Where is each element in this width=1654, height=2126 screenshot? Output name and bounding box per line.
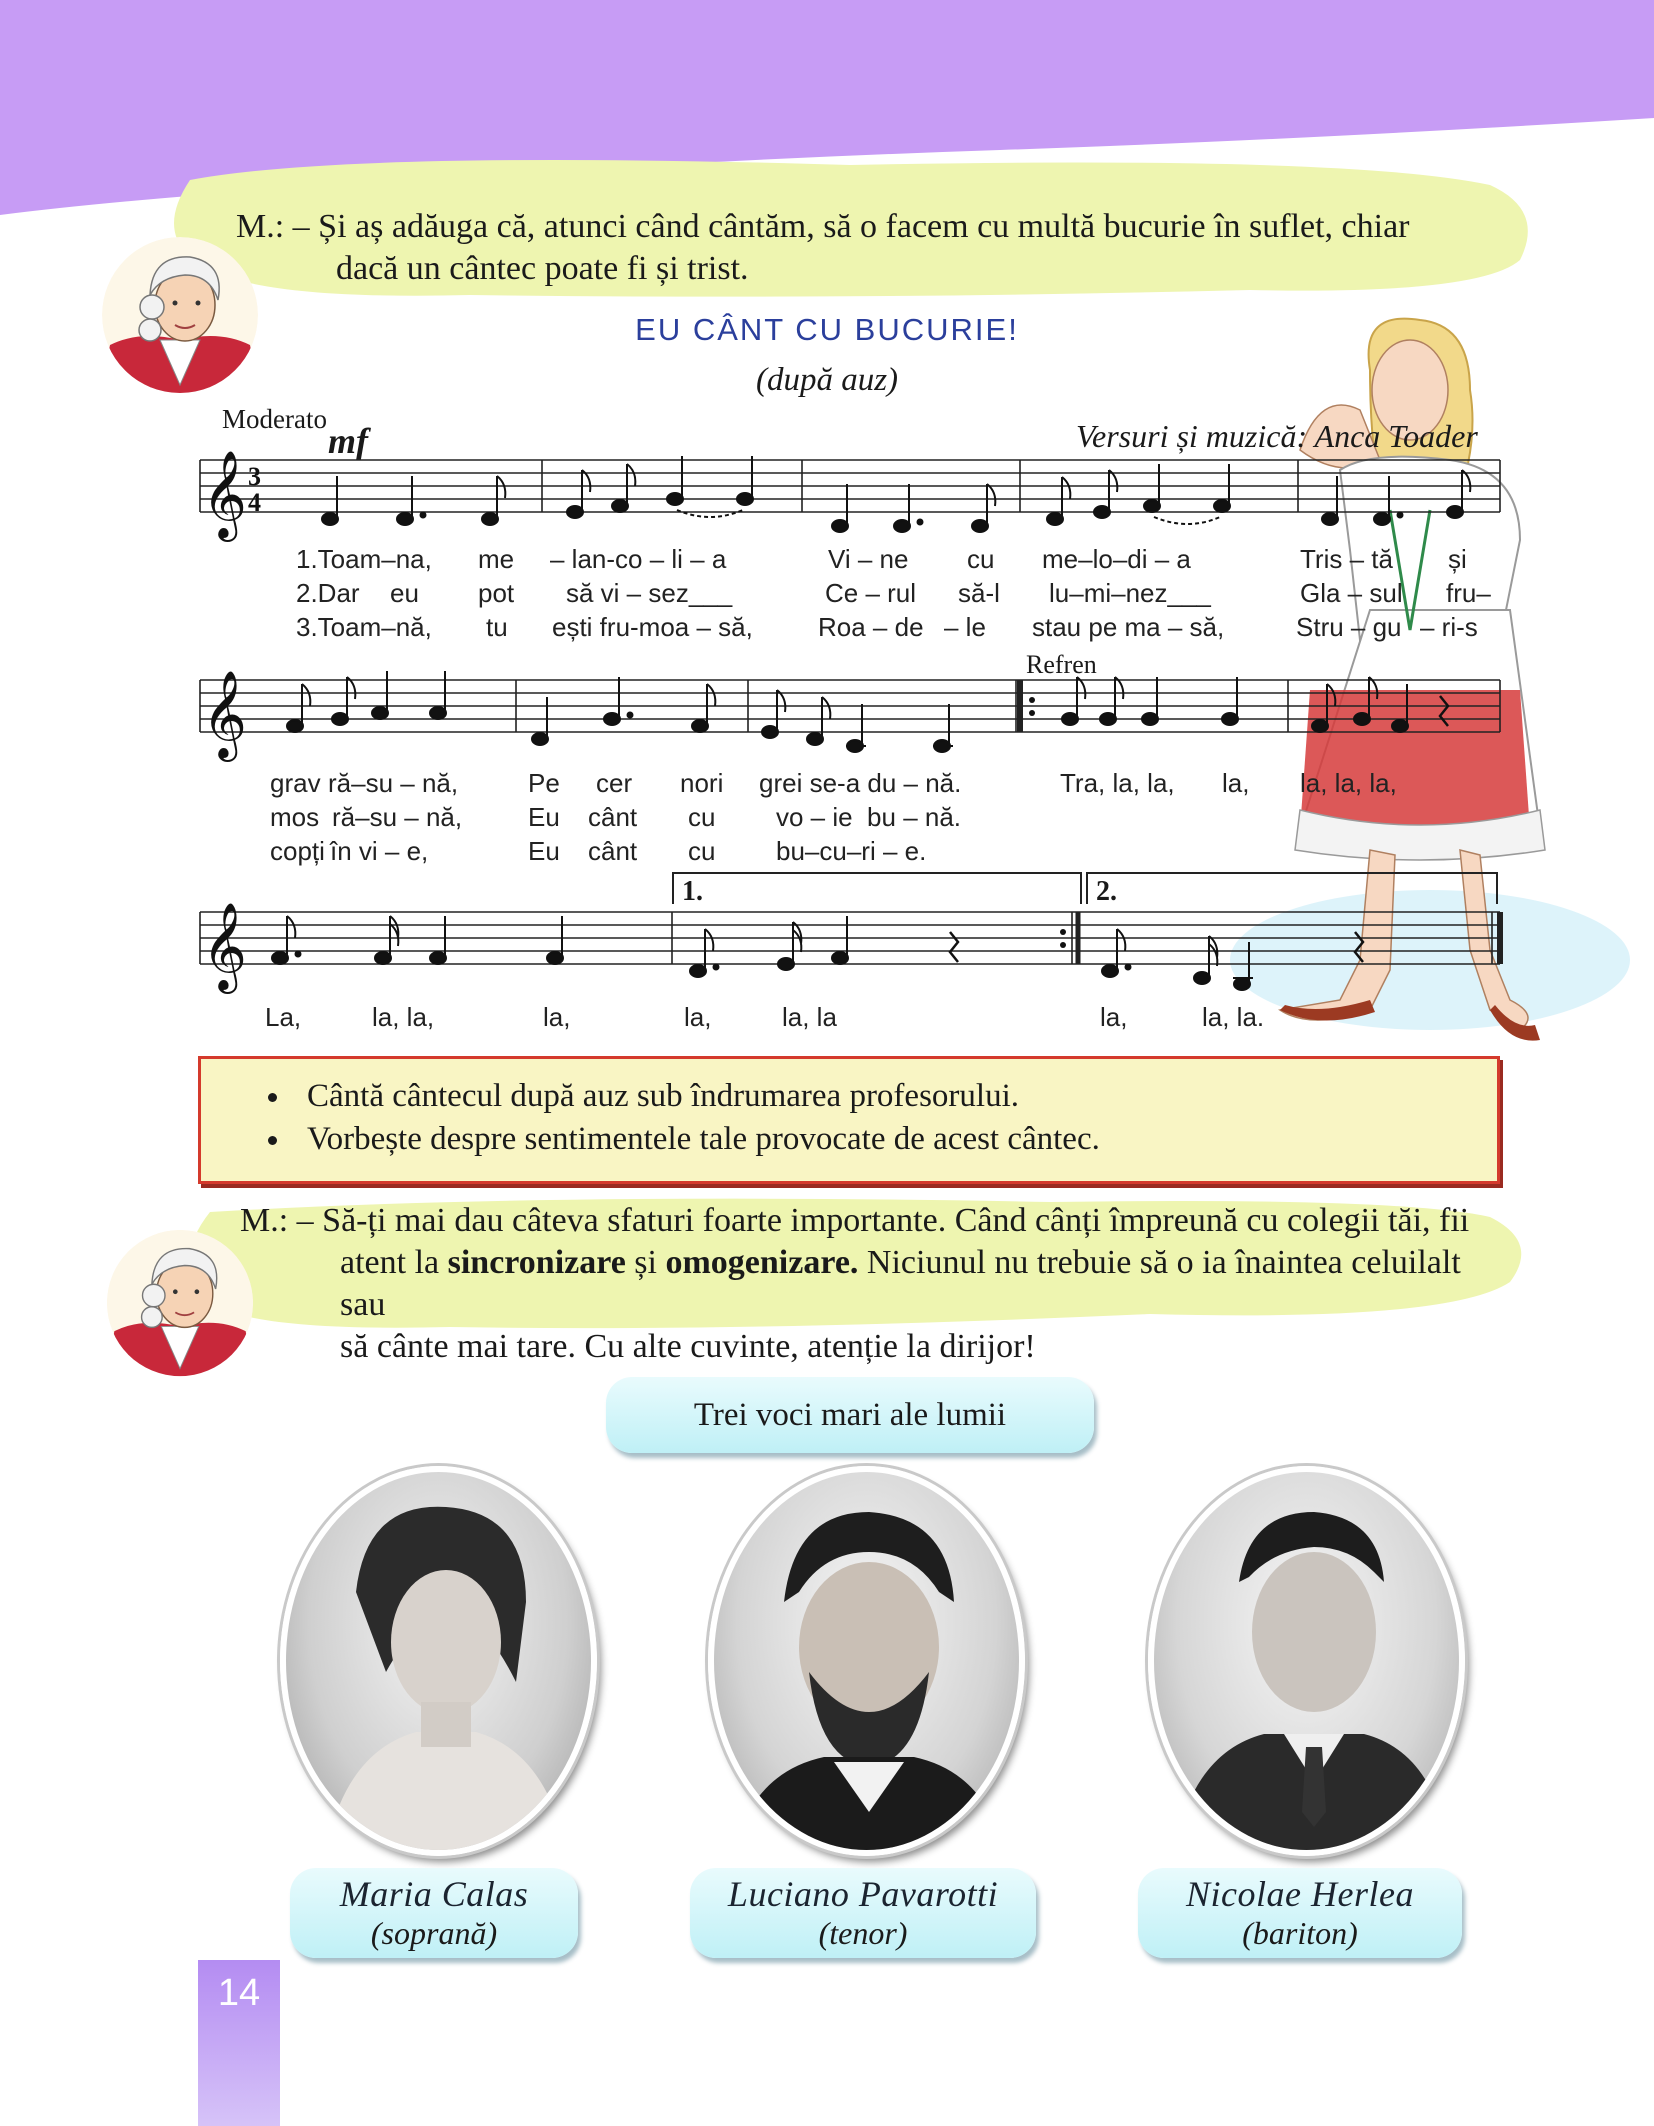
lyric: să-l — [958, 578, 1000, 608]
lyric: 1.Toam–na, — [296, 544, 432, 574]
lyric: și — [1448, 544, 1467, 574]
dialog-2-line-1: M.: – Să-ți mai dau câteva sfaturi foarte importante. Când cânți împreună cu colegii tăi, fii — [240, 1202, 1470, 1239]
singer-voice-type: (tenor) — [818, 1915, 908, 1951]
lyric: fru– — [1446, 578, 1491, 608]
lyric: Vi – ne — [828, 544, 909, 574]
lyric: – ri-s — [1420, 612, 1478, 642]
lyric: nori — [680, 768, 724, 798]
singer-label-nicolae-herlea — [1138, 1868, 1462, 1958]
lyric: – lan-co – li – a — [550, 544, 727, 574]
lyric: vo – ie bu – nă. — [776, 802, 962, 832]
lyric: Stru – gu — [1296, 612, 1402, 642]
lyric: eu — [390, 578, 419, 608]
lyric: Gla – sul — [1300, 578, 1403, 608]
lyric: tu — [486, 612, 508, 642]
keyword-omogenizare: omogenizare. — [665, 1244, 859, 1281]
task-box — [198, 1056, 1500, 1184]
lyric: la, la — [782, 1002, 837, 1032]
lyric: mos — [270, 802, 320, 832]
dialog-1-line-2: dacă un cântec poate fi și trist. — [336, 250, 749, 287]
time-signature-bottom: 4 — [248, 488, 261, 517]
dialog-2-line-3: să cânte mai tare. Cu alte cuvinte, atenție la dirijor! — [340, 1328, 1036, 1365]
task-item: • Vorbește despre sentimentele tale provocate de acest cântec. — [293, 1118, 1497, 1161]
mozart-avatar — [105, 1228, 255, 1378]
song-credits: Versuri și muzică: Anca Toader — [1076, 418, 1478, 454]
lyrics-row-3 — [0, 1002, 1654, 1038]
svg-text:𝄞: 𝄞 — [202, 669, 247, 758]
lyric: la, la. — [1202, 1002, 1265, 1032]
music-staff-1 — [190, 440, 1510, 560]
lyric: cu — [688, 836, 716, 866]
time-signature-top: 3 — [248, 462, 261, 491]
lyric: la, — [1100, 1002, 1128, 1032]
voices-heading: Trei voci mari ale lumii — [693, 1397, 1007, 1433]
singer-name: Luciano Pavarotti — [727, 1874, 999, 1914]
lyric: Roa – de — [818, 612, 924, 642]
portrait-silhouette — [286, 1472, 591, 1850]
singer-voice-type: (bariton) — [1242, 1915, 1358, 1951]
lyric: – le — [944, 612, 986, 642]
lyric: copți — [270, 836, 325, 866]
lyric: me–lo–di – a — [1042, 544, 1191, 574]
lyric: lu–mi–nez___ — [1049, 578, 1211, 608]
lyric: grei se-a du – nă. — [759, 768, 962, 798]
music-staff-2 — [190, 660, 1510, 780]
song-title: EU CÂNT CU BUCURIE! — [635, 312, 1019, 347]
lyric: la, — [684, 1002, 712, 1032]
lyric: pot — [478, 578, 515, 608]
lyric: să vi – sez___ — [566, 578, 733, 608]
svg-text:𝄞: 𝄞 — [202, 449, 247, 538]
singer-name: Maria Calas — [339, 1874, 529, 1914]
lyric: la, la, la, — [1300, 768, 1397, 798]
voices-heading-pill — [606, 1377, 1094, 1453]
keyword-sincronizare: sincronizare — [447, 1244, 626, 1281]
lyric: la, — [1222, 768, 1250, 798]
volta-2-label: 2. — [1096, 876, 1117, 907]
portrait-luciano-pavarotti — [708, 1466, 1025, 1856]
volta-1-label: 1. — [682, 876, 703, 907]
lyric: 2.Dar — [296, 578, 360, 608]
task-item: • Cântă cântecul după auz sub îndrumarea profesorului. — [293, 1075, 1497, 1118]
dialog-2 — [240, 1200, 1500, 1368]
song-subtitle: (după auz) — [755, 362, 899, 398]
portrait-maria-calas — [280, 1466, 597, 1856]
dialog-1 — [236, 206, 1476, 290]
lyric: bu–cu–ri – e. — [776, 836, 927, 866]
lyric: Eu — [528, 836, 560, 866]
task-list — [201, 1075, 1497, 1161]
lyric: ră–su – nă, — [332, 802, 463, 832]
dynamic-marking: mf — [328, 421, 368, 461]
lyric: la, — [543, 1002, 571, 1032]
lyric: ești fru-moa – să, — [552, 612, 753, 642]
portrait-nicolae-herlea — [1148, 1466, 1465, 1856]
lyric: cu — [688, 802, 716, 832]
singer-label-luciano-pavarotti — [690, 1868, 1036, 1958]
lyrics-row-2 — [0, 768, 1654, 868]
lyrics-row-1 — [0, 544, 1654, 644]
lyric: La, — [265, 1002, 302, 1032]
lyric: me — [478, 544, 515, 574]
lyric: Tra, la, la, — [1060, 768, 1175, 798]
lyric: cânt — [588, 836, 638, 866]
tempo-marking: Moderato — [222, 404, 327, 434]
lyric: cer — [596, 768, 633, 798]
lyric: 3.Toam–nă, — [296, 612, 432, 642]
dialog-2-line-2: atent la sincronizare și omogenizare. Niciunul nu trebuie să o ia înaintea celuilalt sau — [340, 1244, 1461, 1323]
lyric: cu — [967, 544, 995, 574]
lyric: grav — [270, 768, 321, 798]
lyric: la, la, — [372, 1002, 435, 1032]
dialog-1-line-1: M.: – Și aș adăuga că, atunci când cântăm, să o facem cu multă bucurie în suflet, chiar — [236, 208, 1410, 245]
music-staff-3 — [190, 892, 1510, 1002]
lyric: Eu — [528, 802, 560, 832]
lyric: cânt — [588, 802, 638, 832]
portrait-silhouette — [1154, 1472, 1459, 1850]
singer-name: Nicolae Herlea — [1186, 1874, 1414, 1914]
singer-voice-type: (soprană) — [370, 1915, 498, 1951]
lyric: Pe — [528, 768, 560, 798]
portrait-silhouette — [714, 1472, 1019, 1850]
lyric: ră–su – nă, — [328, 768, 459, 798]
lyric: Ce – rul — [825, 578, 917, 608]
refren-label: Refren — [1026, 650, 1097, 679]
lyric: stau pe ma – să, — [1032, 612, 1225, 642]
singer-label-maria-calas — [290, 1868, 578, 1958]
lyric: în vi – e, — [330, 836, 429, 866]
svg-text:𝄞: 𝄞 — [202, 901, 247, 990]
page-number: 14 — [217, 1972, 261, 2014]
lyric: Tris – tă — [1300, 544, 1393, 574]
